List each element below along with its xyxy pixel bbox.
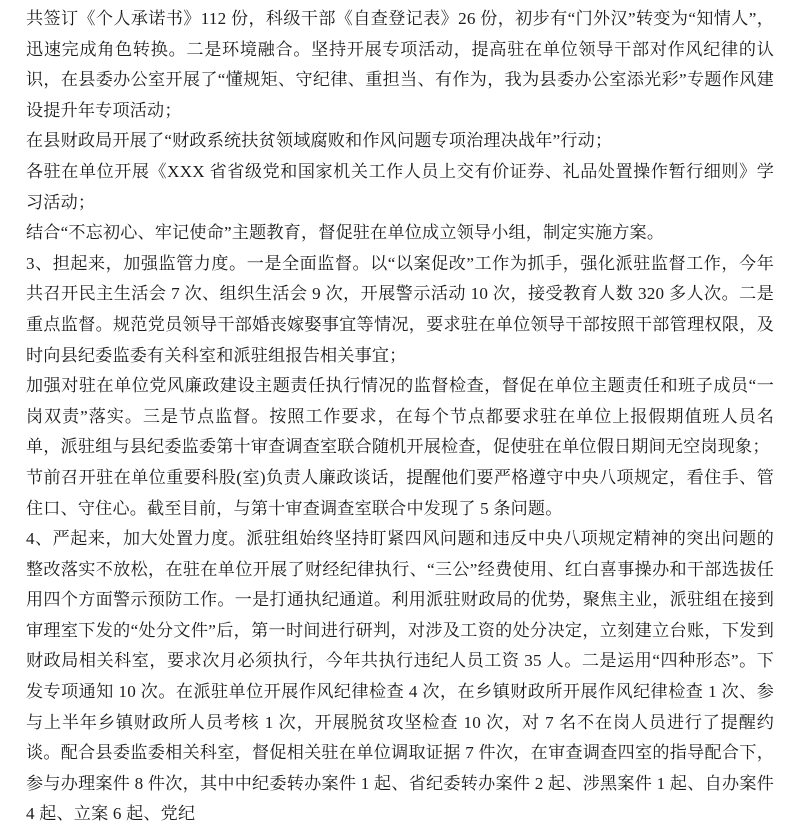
document-paragraph: 节前召开驻在单位重要科股(室)负责人廉政谈话，提醒他们要严格遵守中央八项规定，看住手、管住口、守住心。截至目前，与第十审查调查室联合中发现了 5 条问题。 xyxy=(26,467,774,518)
document-paragraph: 结合“不忘初心、牢记使命”主题教育，督促驻在单位成立领导小组，制定实施方案。 xyxy=(26,223,665,243)
document-paragraph: 在县财政局开展了“财政系统扶贫领域腐败和作风问题专项治理决战年”行动； xyxy=(26,131,613,151)
document-paragraph: 3、担起来，加强监管力度。一是全面监督。以“以案促改”工作为抓手，强化派驻监督工作，今年共召开民主生活会 7 次、组织生活会 9 次，开展警示活动 10 次，接受教育人数 320 多人次。二是重点监督。规范党员领导干部婚丧嫁娶事宜等情况，要求驻在单位领导干部按照干部管理权限，及时向县纪委监委有关科室和派驻组报告相关事宜； xyxy=(26,253,774,365)
document-paragraph: 4、严起来，加大处置力度。派驻组始终坚持盯紧四风问题和违反中央八项规定精神的突出问题的整改落实不放松，在驻在单位开展了财经纪律执行、“三公”经费使用、红白喜事操办和干部选拔任用四个方面警示预防工作。一是打通执纪通道。利用派驻财政局的优势，聚焦主业，派驻组在接到审理室下发的“处分文件”后，第一时间进行研判，对涉及工资的处分决定，立刻建立台账，下发到财政局相关科室，要求次月必须执行，今年共执行违纪人员工资 35 人。二是运用“四种形态”。下发专项通知 10 次。在派驻单位开展作风纪律检查 4 次，在乡镇财政所开展作风纪律检查 1 次、参与上半年乡镇财政所人员考核 1 次，开展脱贫攻坚检查 10 次，对 7 名不在岗人员进行了提醒约谈。配合县委监委相关科室，督促相关驻在单位调取证据 7 件次，在审查调查四室的指导配合下，参与办理案件 8 件次，其中中纪委转办案件 1 起、省纪委转办案件 2 起、涉黑案件 1 起、自办案件 4 起、立案 6 起、党纪 xyxy=(26,529,774,824)
document-paragraph: 共签订《个人承诺书》112 份，科级干部《自查登记表》26 份，初步有“门外汉”转变为“知情人”，迅速完成角色转换。二是环境融合。坚持开展专项活动，提高驻在单位领导干部对作风纪律的认识，在县委办公室开展了“懂规矩、守纪律、重担当、有作为，我为县委办公室添光彩”专题作风建设提升年专项活动； xyxy=(26,9,774,120)
document-paragraph: 各驻在单位开展《XXX 省省级党和国家机关工作人员上交有价证券、礼品处置操作暂行细则》学习活动； xyxy=(26,161,774,212)
document-paragraph: 加强对驻在单位党风廉政建设主题责任执行情况的监督检查，督促在单位主题责任和班子成员“一岗双责”落实。三是节点监督。按照工作要求，在每个节点都要求驻在单位上报假期值班人员名单，派驻组与县纪委监委第十审查调查室联合随机开展检查，促使驻在单位假日期间无空岗现象； xyxy=(26,376,774,457)
